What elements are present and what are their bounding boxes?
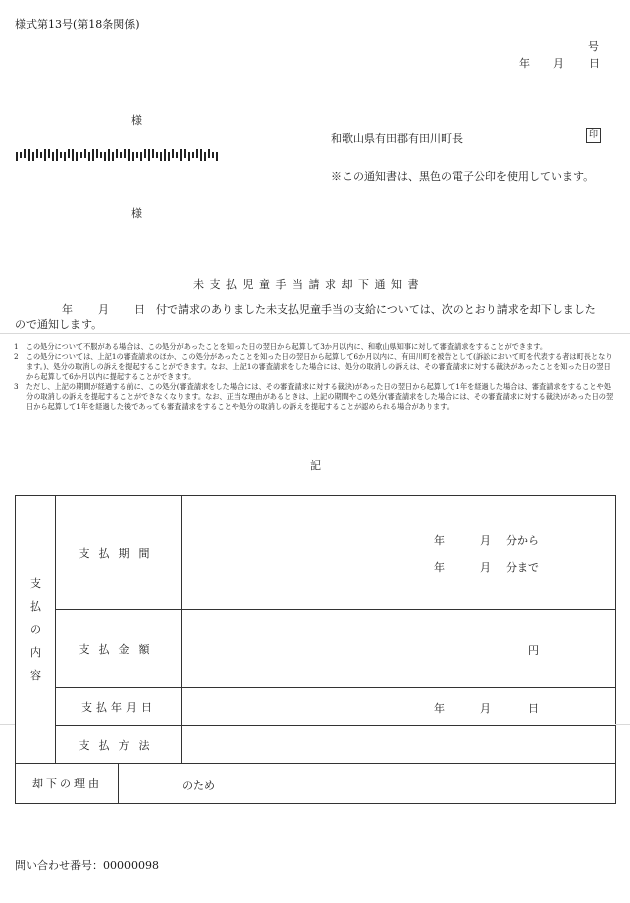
barcode-bar [168, 152, 170, 161]
barcode-bar [84, 149, 86, 158]
sender-name: 和歌山県有田郡有田川町長 [331, 132, 463, 145]
period-value: 年 月 分から 年 月 分まで [182, 496, 616, 610]
barcode-bar [16, 152, 18, 161]
barcode-bar [36, 149, 38, 158]
seal-note: ※この通知書は、黒色の電子公印を使用しています。 [331, 170, 595, 183]
payment-date-label: 支払年月日 [56, 688, 182, 726]
note-item: 1 この処分について不服がある場合は、この処分があったことを知った日の翌日から起算して3か月以内に、和歌山県知事に対して審査請求をすることができます。 [14, 342, 548, 351]
payment-method-label: 支払方法 [56, 726, 182, 764]
barcode-bar [132, 152, 134, 161]
payment-date-value: 年 月 日 [182, 688, 616, 726]
issue-date-year: 年 [519, 57, 530, 70]
barcode-bar [152, 149, 154, 158]
body-month: 月 [98, 303, 109, 316]
barcode-bar [184, 149, 186, 158]
payment-details-table [15, 495, 616, 804]
barcode-bar [20, 152, 22, 158]
barcode-bar [172, 149, 174, 158]
barcode-bar [32, 152, 34, 161]
barcode-bar [64, 152, 66, 161]
official-seal: 印 [586, 128, 601, 143]
barcode-bar [40, 152, 42, 158]
note-item: 3 ただし、上記の期間が経過する前に、この処分(審査請求をした場合には、その審査請求に対する裁決)があった日の翌日から起算して1年を経過した場合は、審査請求をすることや処分の取消しの訴えを提起することができなくなります。なお、正当な理由があるときは、上記の期間やこの処分(審査請求をした場合には、その審査請求に対する裁決)があった日の翌日から起算して1年を経過した後であっても審査請求をすることや処分の取消しの訴えを提起することが認められる場合があります。 [14, 382, 614, 411]
note-item: 2 この処分については、上記1の審査請求のほか、この処分があったことを知った日の翌日から起算して6か月以内に、有田川町を被告として(訴訟において町を代表する者は町長となります。)、処分の取消しの訴えを提起することができます。なお、上記1の審査請求をした場合には、処分の取消しの訴えは、その審査請求に対する裁決があったことを知った日の翌日から起算して6か月以内に提起することができます。 [14, 352, 613, 381]
barcode-bar [28, 149, 30, 161]
barcode-bar [208, 149, 210, 158]
appeal-notes [14, 342, 614, 412]
barcode-bar [24, 149, 26, 158]
barcode-bar [96, 149, 98, 158]
barcode-bar [176, 152, 178, 158]
body-year: 年 [62, 303, 73, 316]
barcode-bar [136, 152, 138, 158]
barcode-bar [116, 149, 118, 158]
issue-date-month: 月 [553, 57, 564, 70]
body-line-1: 付で請求のありました未支払児童手当の支給については、次のとおり請求を却下しました [156, 303, 596, 316]
barcode-bar [80, 152, 82, 158]
postal-barcode [16, 149, 221, 161]
recipient-honorific: 様 [131, 114, 142, 127]
barcode-bar [156, 152, 158, 158]
doc-number-label: 号 [588, 40, 599, 53]
barcode-bar [72, 149, 74, 161]
barcode-bar [112, 152, 114, 161]
barcode-bar [48, 149, 50, 158]
barcode-bar [60, 152, 62, 158]
barcode-bar [120, 152, 122, 158]
fold-mark-left [0, 724, 15, 725]
barcode-bar [216, 152, 218, 161]
barcode-bar [212, 152, 214, 158]
barcode-bar [92, 149, 94, 161]
rejection-reason-row [16, 764, 616, 804]
rejection-reason-value: のため [182, 779, 215, 792]
barcode-bar [108, 149, 110, 161]
barcode-bar [204, 152, 206, 161]
barcode-bar [88, 152, 90, 161]
barcode-bar [160, 152, 162, 161]
payment-content-group-label [16, 496, 56, 764]
fold-guide-line [0, 333, 630, 334]
ki-heading: 記 [310, 459, 321, 472]
barcode-bar [124, 149, 126, 158]
group-label-text: 支 払 の 内 容 [30, 577, 41, 682]
barcode-bar [188, 152, 190, 161]
document-title: 未支払児童手当請求却下通知書 [193, 278, 424, 291]
barcode-bar [128, 149, 130, 161]
barcode-bar [76, 152, 78, 161]
barcode-bar [140, 152, 142, 161]
recipient-honorific-2: 様 [131, 207, 142, 220]
barcode-bar [100, 152, 102, 158]
issue-date-day: 日 [589, 57, 600, 70]
barcode-bar [192, 152, 194, 158]
fold-mark-right [615, 724, 630, 725]
barcode-bar [164, 149, 166, 161]
barcode-bar [180, 149, 182, 161]
barcode-bar [104, 152, 106, 161]
amount-label: 支払金額 [56, 610, 182, 688]
barcode-bar [196, 149, 198, 158]
inquiry-number: 問い合わせ番号：00000098 [15, 859, 159, 872]
barcode-bar [52, 152, 54, 161]
amount-value: 円 [182, 610, 616, 688]
form-number: 様式第13号(第18条関係) [15, 18, 140, 31]
body-line-2: ので通知します。 [15, 318, 103, 331]
body-day: 日 [134, 303, 145, 316]
payment-method-value [182, 726, 616, 764]
barcode-bar [44, 149, 46, 161]
barcode-bar [200, 149, 202, 161]
barcode-bar [68, 149, 70, 158]
barcode-bar [56, 149, 58, 161]
rejection-reason-label: 却下の理由 [16, 764, 119, 803]
period-label: 支払期間 [56, 496, 182, 610]
barcode-bar [144, 149, 146, 158]
barcode-bar [148, 149, 150, 161]
